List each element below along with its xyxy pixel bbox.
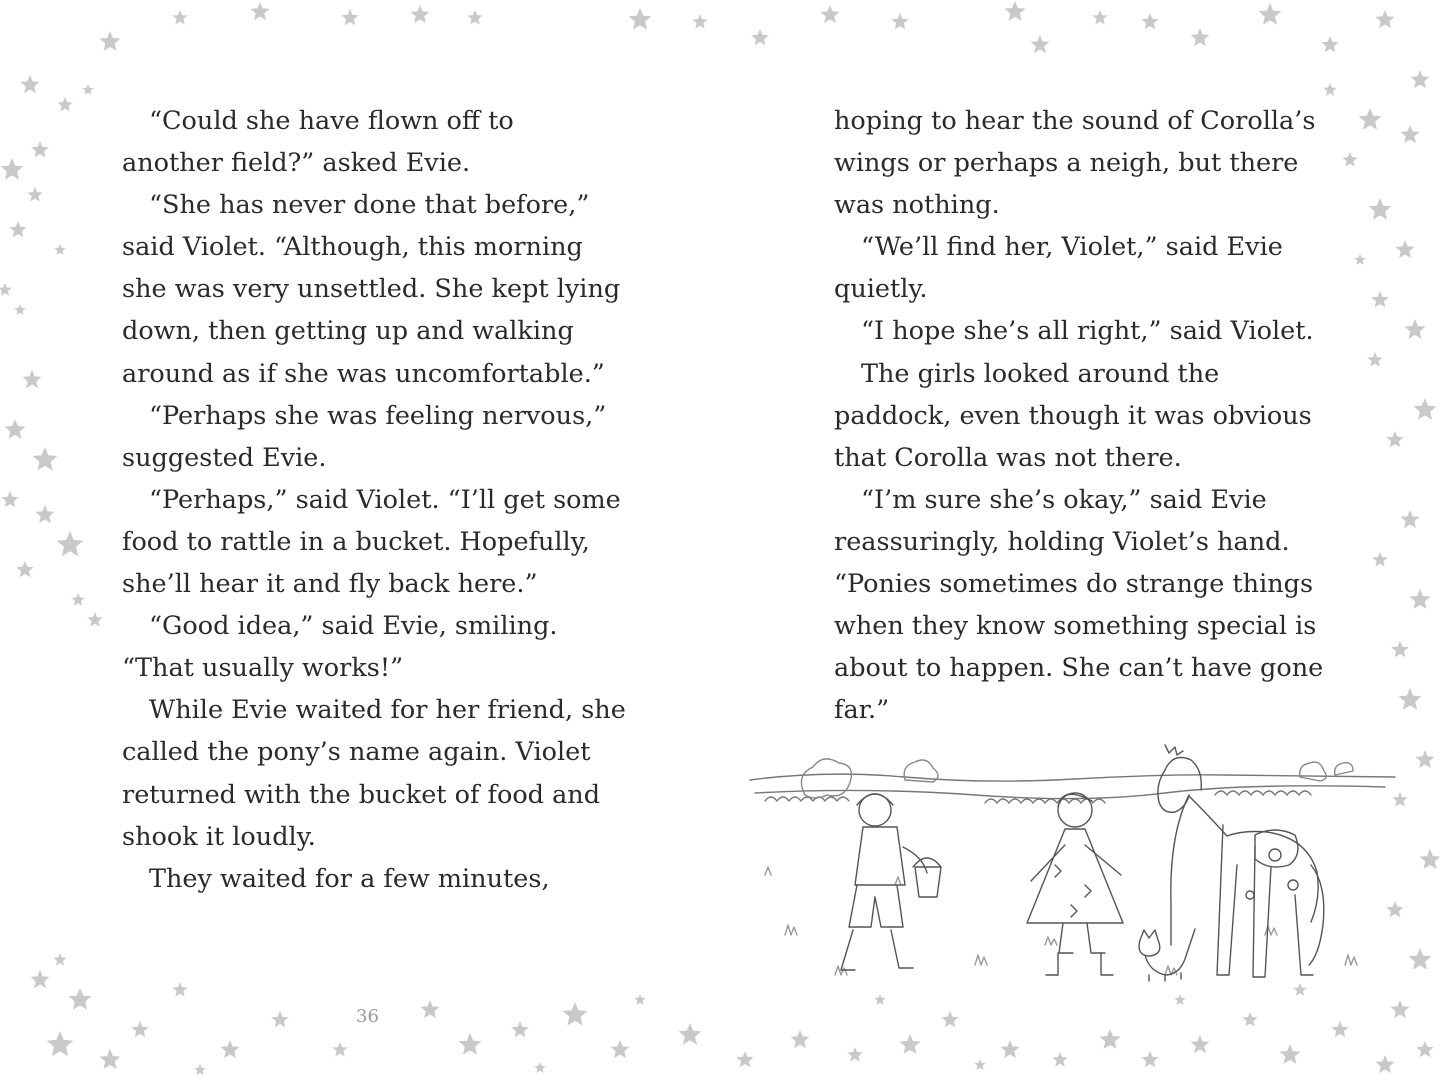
left-text-line: “Perhaps she was feeling nervous,” xyxy=(149,400,607,431)
star-icon xyxy=(974,1059,985,1070)
right-text-line: The girls looked around the xyxy=(861,358,1220,389)
right-text-line: far.” xyxy=(834,695,890,726)
star-icon xyxy=(1372,552,1387,567)
star-icon xyxy=(1005,1,1026,21)
star-icon xyxy=(1401,125,1420,143)
star-icon xyxy=(1100,1029,1121,1049)
star-icon xyxy=(511,1021,528,1037)
left-text-line: she’ll hear it and fly back here.” xyxy=(122,569,538,600)
star-icon xyxy=(221,1040,240,1058)
star-icon xyxy=(1141,1051,1158,1067)
right-text-line: quietly. xyxy=(834,274,928,305)
star-icon xyxy=(131,1021,148,1037)
star-icon xyxy=(5,419,26,439)
star-icon xyxy=(1242,1012,1257,1027)
star-icon xyxy=(9,221,26,237)
star-icon xyxy=(900,1034,921,1054)
left-text-line: “She has never done that before,” xyxy=(149,190,590,221)
star-icon xyxy=(941,1011,958,1027)
star-icon xyxy=(21,75,40,93)
star-icon xyxy=(467,10,482,25)
star-icon xyxy=(1280,1044,1301,1064)
star-icon xyxy=(1396,240,1415,258)
star-icon xyxy=(1410,589,1431,609)
star-icon xyxy=(271,1011,288,1027)
right-text-line: when they know something special is xyxy=(834,611,1317,642)
left-text-line: another field?” asked Evie. xyxy=(122,148,471,179)
star-icon xyxy=(534,1062,545,1073)
pony xyxy=(1158,745,1324,977)
star-icon xyxy=(172,10,187,25)
right-text-line: “I hope she’s all right,” said Violet. xyxy=(861,316,1314,347)
star-icon xyxy=(57,531,84,556)
star-icon xyxy=(1369,198,1392,220)
star-icon xyxy=(791,1030,810,1048)
left-text-line: returned with the bucket of food and xyxy=(122,779,601,810)
right-page-text xyxy=(834,100,1354,731)
left-text-line: They waited for a few minutes, xyxy=(149,863,550,894)
left-text-line: shook it loudly. xyxy=(122,821,316,852)
left-text-line: down, then getting up and walking xyxy=(122,316,574,347)
star-icon xyxy=(1331,1021,1348,1037)
star-icon xyxy=(1141,13,1158,29)
right-text-line: reassuringly, holding Violet’s hand. xyxy=(834,526,1290,557)
left-text-line: food to rattle in a bucket. Hopefully, xyxy=(122,526,590,557)
left-text-line: “Perhaps,” said Violet. “I’ll get some xyxy=(149,484,621,515)
right-text-line: “We’ll find her, Violet,” said Evie xyxy=(861,232,1283,263)
star-icon xyxy=(1,158,24,180)
left-text-line: called the pony’s name again. Violet xyxy=(122,737,591,768)
left-text-line: “Good idea,” said Evie, smiling. xyxy=(149,611,558,642)
right-text-line: “Ponies sometimes do strange things xyxy=(834,569,1314,600)
kitten xyxy=(1139,929,1195,981)
star-icon xyxy=(736,1051,753,1067)
star-icon xyxy=(16,561,33,577)
star-icon xyxy=(1420,849,1441,869)
star-icon xyxy=(1409,948,1432,970)
right-text-line: hoping to hear the sound of Corolla’s xyxy=(834,106,1316,136)
star-icon xyxy=(459,1033,482,1055)
star-icon xyxy=(563,1002,588,1026)
star-icon xyxy=(31,141,48,157)
star-icon xyxy=(1031,35,1050,53)
star-icon xyxy=(69,988,92,1010)
girl-in-dress xyxy=(1027,793,1123,975)
star-icon xyxy=(0,283,12,296)
star-icon xyxy=(1323,83,1336,96)
star-icon xyxy=(679,1023,702,1045)
star-icon xyxy=(611,1040,630,1058)
star-icon xyxy=(1371,291,1388,307)
star-icon xyxy=(629,8,652,30)
star-icon xyxy=(82,84,93,95)
star-icon xyxy=(251,2,270,20)
left-text-line: “Could she have flown off to xyxy=(149,106,514,136)
star-icon xyxy=(1411,70,1430,88)
star-icon xyxy=(634,994,645,1005)
star-icon xyxy=(14,304,25,315)
star-icon xyxy=(1259,3,1282,25)
star-icon xyxy=(332,1042,347,1057)
star-icon xyxy=(100,1049,121,1069)
star-icon xyxy=(1414,398,1437,420)
star-icon xyxy=(1391,641,1408,657)
right-text-line: that Corolla was not there. xyxy=(834,442,1182,473)
left-text-line: While Evie waited for her friend, she xyxy=(149,695,626,726)
star-icon xyxy=(341,9,358,25)
star-icon xyxy=(1405,319,1426,339)
right-text-line: paddock, even though it was obvious xyxy=(834,400,1312,431)
left-text-line: suggested Evie. xyxy=(122,442,327,473)
star-icon xyxy=(23,370,42,388)
star-icon xyxy=(1354,254,1365,265)
star-icon xyxy=(1416,1041,1433,1057)
star-icon xyxy=(31,970,50,988)
star-icon xyxy=(47,1031,74,1056)
left-text-line: “That usually works!” xyxy=(122,653,404,684)
star-icon xyxy=(1376,10,1395,28)
star-icon xyxy=(1,491,18,507)
star-icon xyxy=(1052,1052,1067,1067)
illustration-icon xyxy=(745,735,1400,1005)
star-icon xyxy=(1092,10,1107,25)
star-icon xyxy=(194,1064,205,1075)
star-icon xyxy=(1191,1035,1210,1053)
page-number: 36 xyxy=(356,1006,379,1027)
star-icon xyxy=(1376,1055,1395,1073)
star-icon xyxy=(1191,28,1210,46)
star-icon xyxy=(1367,352,1382,367)
star-icon xyxy=(1001,1040,1020,1058)
right-text-line: wings or perhaps a neigh, but there xyxy=(834,148,1299,179)
star-icon xyxy=(87,612,102,627)
star-icon xyxy=(821,5,840,23)
star-icon xyxy=(692,14,707,29)
star-icon xyxy=(847,1047,862,1062)
star-icon xyxy=(421,1000,440,1018)
star-icon xyxy=(891,13,908,29)
star-icon xyxy=(36,505,55,523)
left-text-line: around as if she was uncomfortable.” xyxy=(122,358,605,389)
star-icon xyxy=(172,982,187,997)
star-icon xyxy=(1399,688,1422,710)
star-icon xyxy=(1386,431,1403,447)
star-icon xyxy=(27,187,42,202)
left-text-line: said Violet. “Although, this morning xyxy=(122,232,583,263)
star-icon xyxy=(411,5,430,23)
star-icon xyxy=(1416,750,1435,768)
star-icon xyxy=(33,447,58,471)
star-icon xyxy=(1401,510,1420,528)
star-icon xyxy=(1321,36,1338,52)
star-icon xyxy=(54,244,65,255)
right-text-line: about to happen. She can’t have gone xyxy=(834,653,1324,684)
left-text-line: she was very unsettled. She kept lying xyxy=(122,274,621,305)
right-text-line: was nothing. xyxy=(834,190,1000,221)
right-text-line: “I’m sure she’s okay,” said Evie xyxy=(861,484,1267,515)
star-icon xyxy=(53,953,66,966)
star-icon xyxy=(1359,108,1382,130)
star-icon xyxy=(100,31,121,51)
star-icon xyxy=(71,593,84,606)
girl-with-bucket xyxy=(841,794,941,970)
star-icon xyxy=(751,29,768,45)
star-icon xyxy=(57,97,72,112)
left-page-text xyxy=(122,100,642,900)
